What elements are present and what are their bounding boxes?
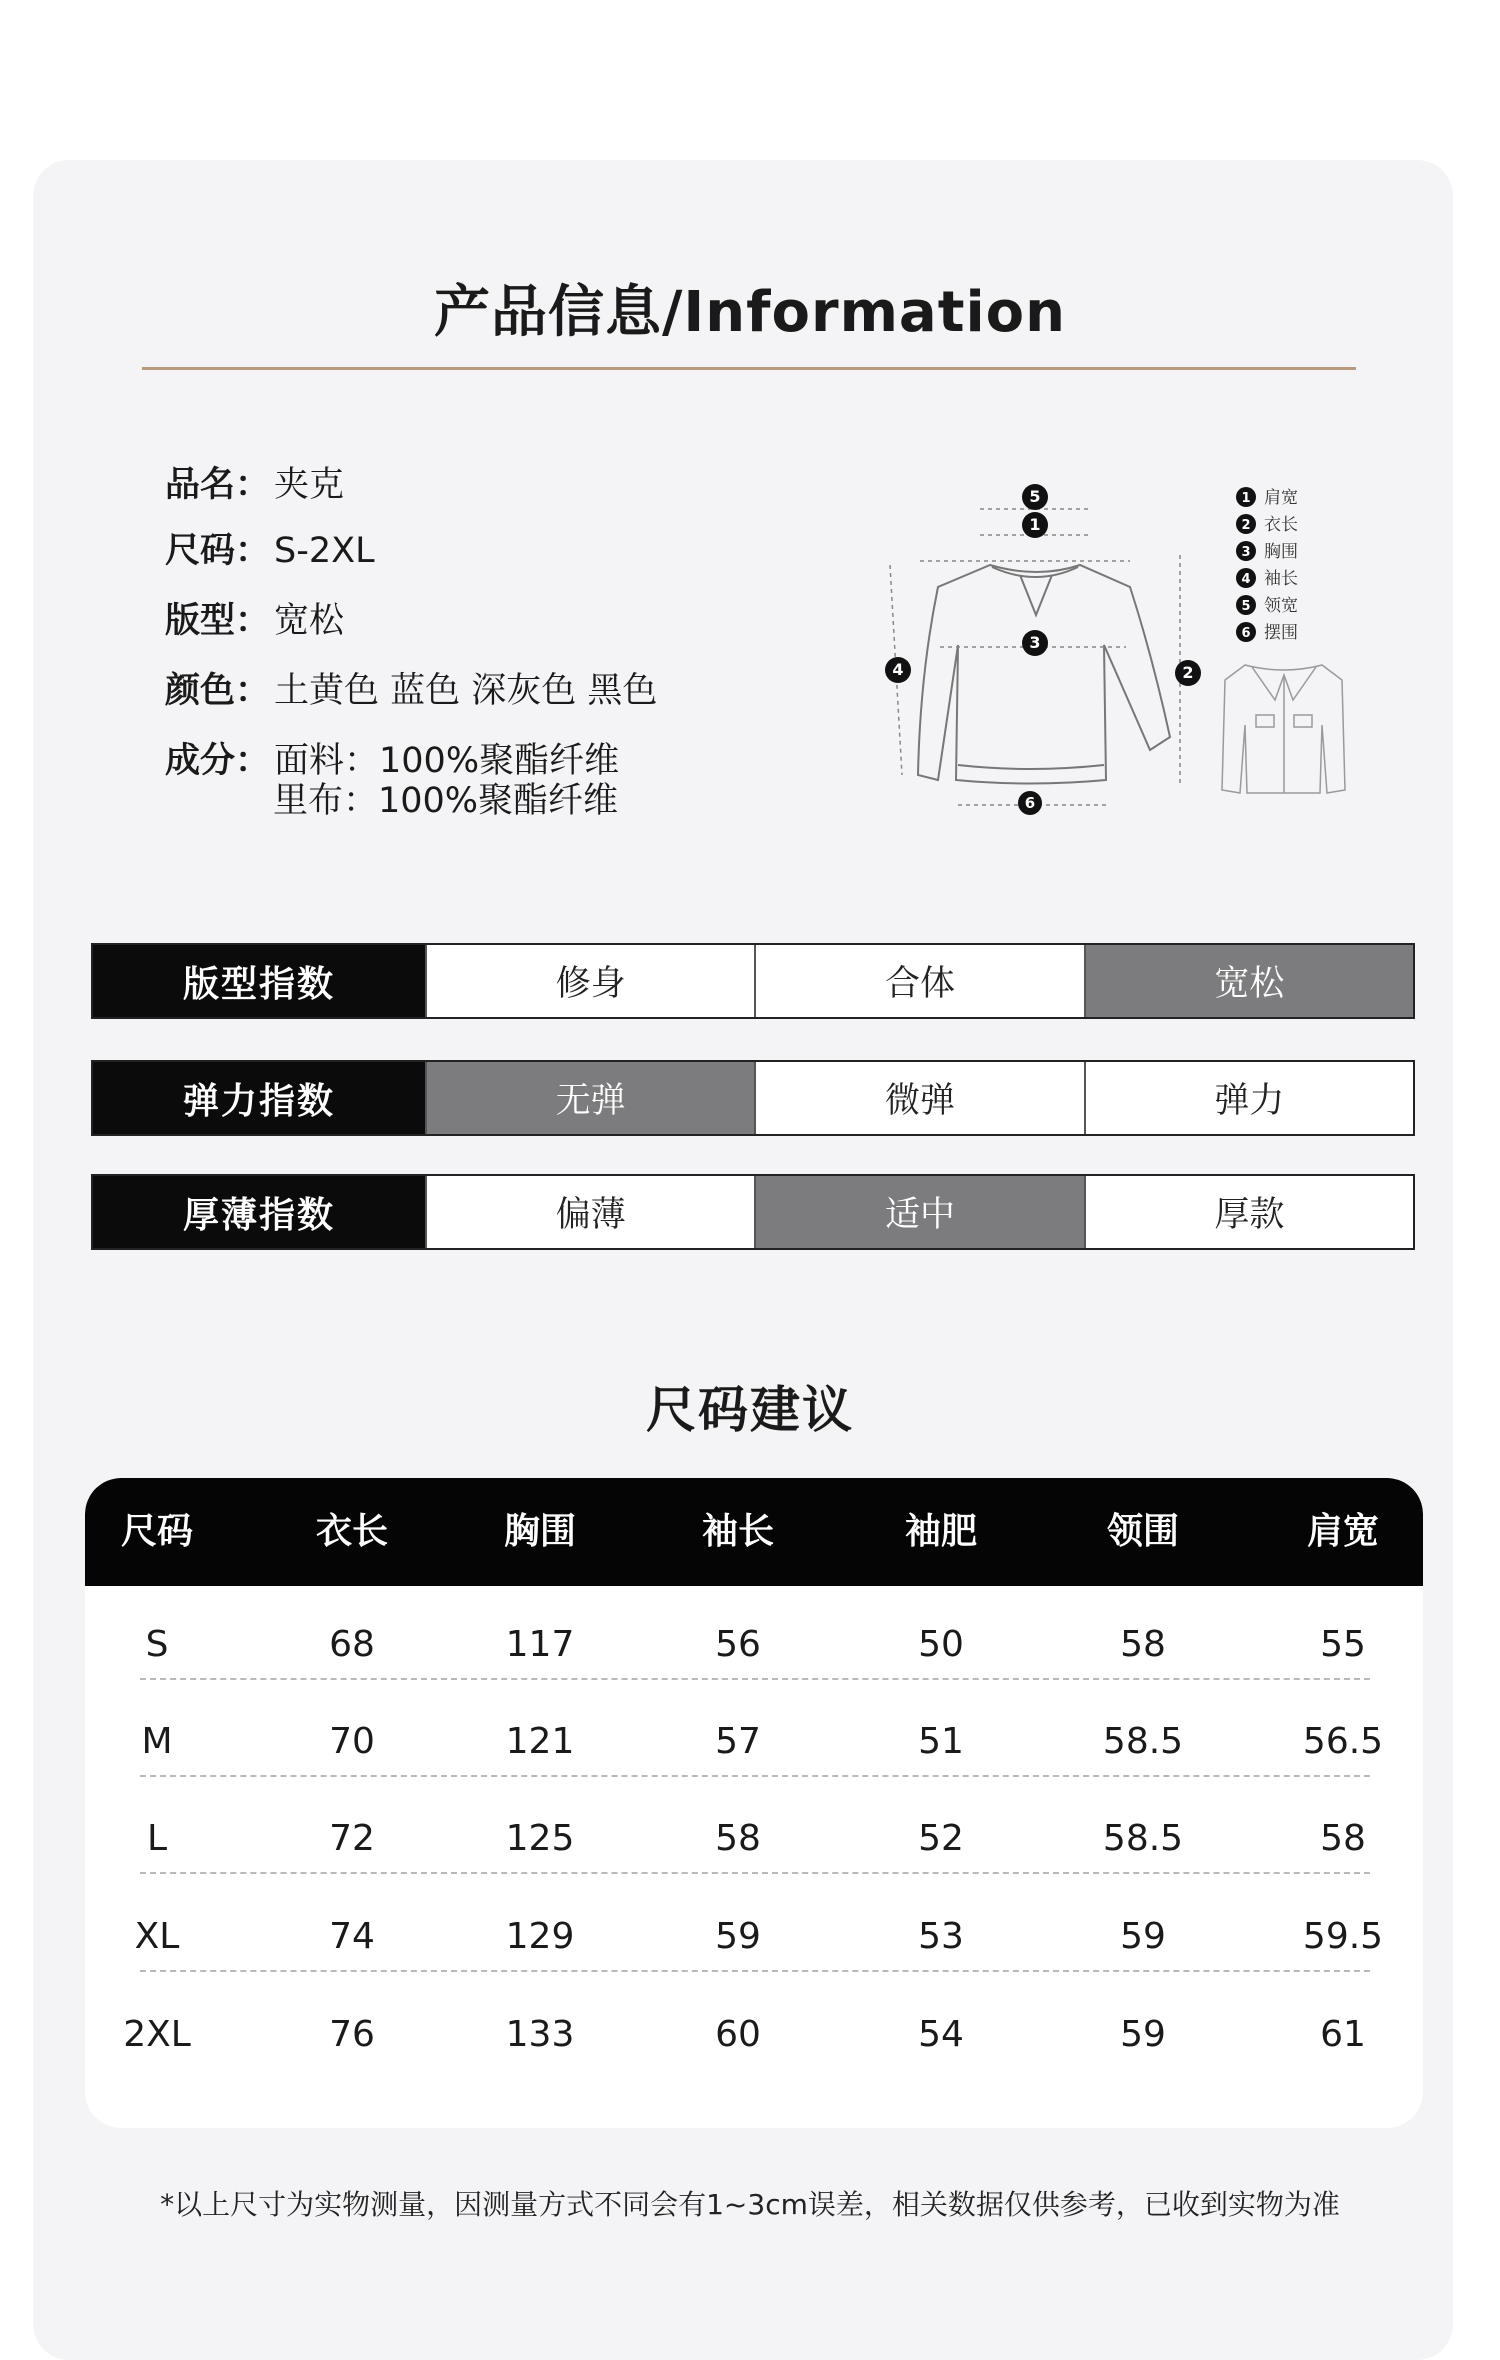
thickness-index-row (91, 1174, 1415, 1250)
info-key: 颜色： (165, 671, 271, 711)
table-cell: 125 (505, 1818, 575, 1859)
table-cell: XL (134, 1916, 180, 1957)
info-value: 夹克 (274, 465, 345, 505)
table-cell: 50 (918, 1624, 964, 1665)
row-divider (140, 1970, 1370, 1972)
thickness-option-thick: 厚款 (1084, 1176, 1413, 1248)
marker-5-icon (1022, 484, 1048, 510)
jacket-thumbnail-icon (1222, 665, 1345, 793)
table-cell: 58 (715, 1818, 761, 1859)
table-cell: 56.5 (1302, 1721, 1384, 1762)
svg-text:2: 2 (1182, 663, 1194, 682)
measurement-diagram (880, 475, 1350, 835)
svg-text:6: 6 (1024, 794, 1036, 812)
info-row-name (165, 463, 344, 507)
diagram-markers (885, 484, 1201, 815)
stretch-option-slight: 微弹 (754, 1062, 1083, 1134)
info-row-fit (165, 599, 344, 643)
table-cell: 68 (329, 1624, 375, 1665)
composition-lining: 里布：100%聚酯纤维 (273, 781, 619, 821)
size-guide-title: 尺码建议 (646, 1381, 854, 1439)
svg-text:5: 5 (1029, 487, 1041, 506)
svg-text:衣长: 衣长 (1264, 515, 1298, 535)
info-value: 土黄色 蓝色 深灰色 黑色 (274, 671, 658, 711)
svg-text:胸围: 胸围 (1264, 542, 1298, 562)
info-row-composition (165, 739, 619, 783)
marker-3-icon (1022, 630, 1048, 656)
thickness-option-thin: 偏薄 (425, 1176, 754, 1248)
svg-text:2: 2 (1241, 518, 1251, 533)
table-cell: 2XL (123, 2014, 191, 2055)
svg-text:3: 3 (1241, 545, 1251, 560)
fit-option-slim: 修身 (425, 945, 754, 1017)
table-cell: 121 (505, 1721, 575, 1762)
marker-2-icon (1175, 660, 1201, 686)
fit-option-loose-selected: 宽松 (1084, 945, 1413, 1017)
svg-text:4: 4 (1241, 572, 1251, 587)
diagram-legend (1236, 487, 1298, 643)
svg-text:4: 4 (892, 660, 904, 679)
svg-text:袖长: 袖长 (1264, 569, 1298, 589)
index-label: 版型指数 (93, 945, 425, 1017)
table-cell: 117 (505, 1624, 575, 1665)
legend-item (1236, 595, 1298, 616)
info-value: S-2XL (274, 531, 375, 571)
title-divider (142, 367, 1356, 370)
info-key: 品名： (165, 465, 271, 505)
row-divider (140, 1775, 1370, 1777)
legend-item (1236, 568, 1298, 589)
header-cell: 衣长 (315, 1511, 388, 1552)
header-cell: 尺码 (120, 1511, 193, 1552)
thickness-option-medium-selected: 适中 (754, 1176, 1083, 1248)
svg-text:1: 1 (1241, 491, 1251, 506)
info-key: 版型： (165, 601, 271, 641)
svg-text:摆围: 摆围 (1264, 623, 1298, 643)
svg-text:1: 1 (1029, 515, 1041, 534)
measure-lines (890, 509, 1180, 805)
table-cell: S (145, 1624, 169, 1665)
table-cell: 133 (505, 2014, 575, 2055)
table-cell: 53 (918, 1916, 964, 1957)
index-label: 厚薄指数 (93, 1176, 425, 1248)
info-row-size (165, 529, 375, 573)
table-cell: 59 (1120, 1916, 1166, 1957)
svg-text:3: 3 (1029, 633, 1041, 652)
table-cell: 51 (918, 1721, 964, 1762)
info-row-color (165, 669, 657, 713)
table-cell: 58 (1320, 1818, 1366, 1859)
stretch-option-stretch: 弹力 (1084, 1062, 1413, 1134)
table-cell: 57 (715, 1721, 761, 1762)
table-cell: 74 (329, 1916, 375, 1957)
table-cell: 72 (329, 1818, 375, 1859)
table-cell: 52 (918, 1818, 964, 1859)
svg-text:领宽: 领宽 (1264, 596, 1298, 616)
fit-index-row (91, 943, 1415, 1019)
svg-text:6: 6 (1241, 626, 1251, 641)
table-cell: 76 (329, 2014, 375, 2055)
table-cell: 70 (329, 1721, 375, 1762)
svg-text:5: 5 (1241, 599, 1251, 614)
fit-option-regular: 合体 (754, 945, 1083, 1017)
header-cell: 袖长 (701, 1511, 774, 1552)
table-cell: 59.5 (1302, 1916, 1384, 1957)
sweater-outline-icon (918, 565, 1170, 784)
table-cell: 60 (715, 2014, 761, 2055)
info-value: 宽松 (274, 601, 345, 641)
table-cell: 56 (715, 1624, 761, 1665)
header-cell: 胸围 (503, 1511, 576, 1552)
stretch-option-none-selected: 无弹 (425, 1062, 754, 1134)
header-cell: 领围 (1106, 1511, 1179, 1552)
legend-item (1236, 541, 1298, 562)
index-label: 弹力指数 (93, 1062, 425, 1134)
row-divider (140, 1872, 1370, 1874)
table-cell: 58.5 (1102, 1721, 1184, 1762)
legend-item (1236, 487, 1298, 508)
measurement-note: *以上尺寸为实物测量，因测量方式不同会有1~3cm误差，相关数据仅供参考，已收到实物为准 (160, 2188, 1340, 2221)
marker-1-icon (1022, 512, 1048, 538)
table-cell: 58.5 (1102, 1818, 1184, 1859)
table-cell: 59 (715, 1916, 761, 1957)
table-cell: 58 (1120, 1624, 1166, 1665)
legend-item (1236, 622, 1298, 643)
info-key: 尺码： (165, 531, 271, 571)
legend-item (1236, 514, 1298, 535)
stretch-index-row (91, 1060, 1415, 1136)
info-key: 成分： (165, 741, 271, 781)
marker-4-icon (885, 657, 911, 683)
size-table (85, 1478, 1423, 2128)
table-cell: 129 (505, 1916, 575, 1957)
table-row (85, 1986, 1423, 2083)
row-divider (140, 1678, 1370, 1680)
table-cell: 61 (1320, 2014, 1366, 2055)
size-table-header (85, 1478, 1423, 1586)
info-value: 面料：100%聚酯纤维 (274, 741, 620, 781)
header-cell: 肩宽 (1306, 1511, 1379, 1552)
table-cell: L (146, 1818, 168, 1859)
table-cell: 59 (1120, 2014, 1166, 2055)
table-cell: M (141, 1721, 173, 1762)
table-cell: 54 (918, 2014, 964, 2055)
marker-6-icon (1018, 791, 1042, 815)
svg-text:肩宽: 肩宽 (1264, 488, 1298, 508)
table-cell: 55 (1320, 1624, 1366, 1665)
section-title-information: 产品信息/Information (433, 280, 1067, 345)
header-cell: 袖肥 (904, 1511, 977, 1552)
